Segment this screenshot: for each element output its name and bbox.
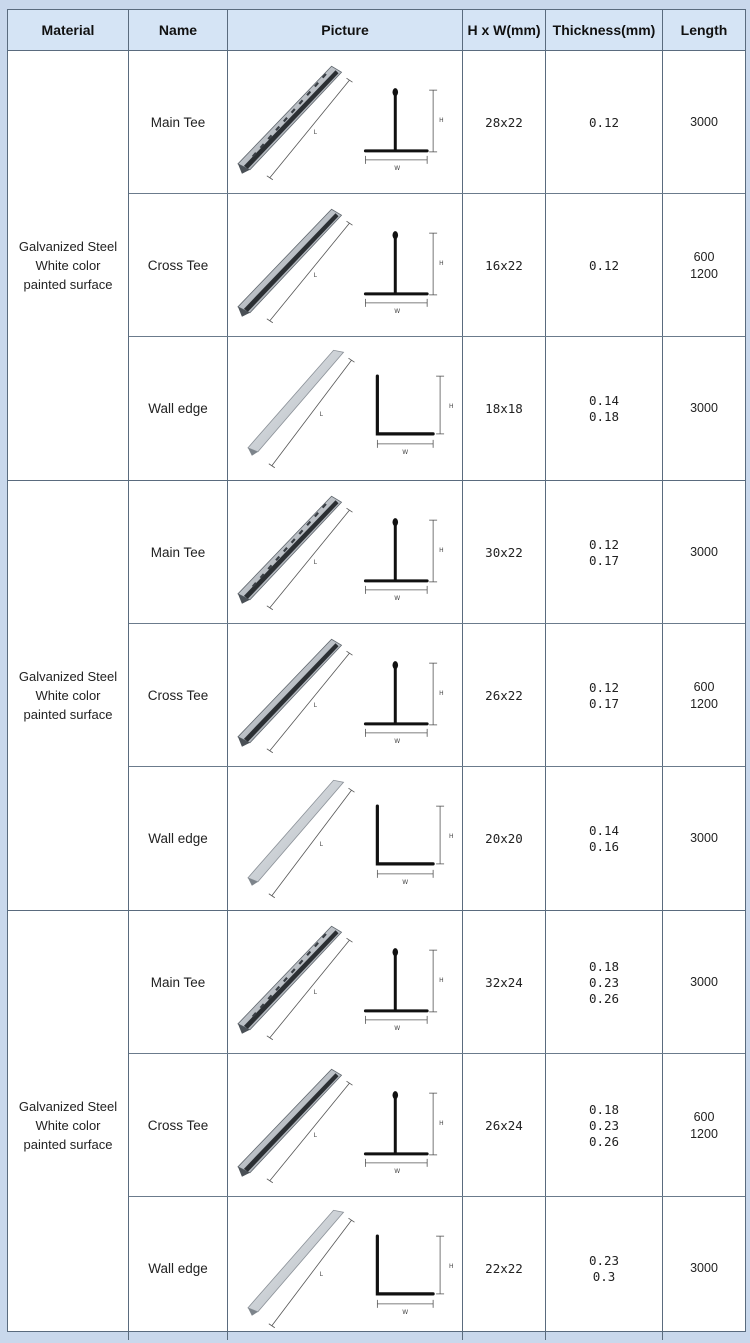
product-name: Wall edge [129,337,228,480]
svg-text:H: H [439,546,444,554]
hxw-value: 32x24 [463,911,546,1054]
product-name: Cross Tee [129,194,228,337]
table-header [8,10,745,51]
thickness-value: 0.14 0.16 [546,767,663,910]
svg-text:H: H [439,1119,444,1127]
thickness-value: 0.12 0.17 [546,481,663,624]
product-name: Cross Tee [129,624,228,767]
length-value: 3000 [690,831,718,845]
thickness-value: 0.14 0.18 [546,337,663,480]
table-row [129,1054,745,1197]
main-tee-drawing [228,912,462,1054]
svg-text:H: H [439,259,444,267]
svg-text:W: W [402,1308,409,1316]
length-value: 600 1200 [690,1109,718,1141]
hxw-value: 22x22 [463,1197,546,1340]
cross-tee-drawing [228,1055,462,1197]
wall-edge-drawing [228,1198,462,1340]
svg-text:L: L [313,701,317,709]
cross-tee-drawing [228,195,462,337]
length-value: 3000 [690,545,718,559]
spec-table [7,9,746,1332]
svg-text:L: L [313,1131,317,1139]
svg-text:W: W [394,164,401,172]
header-length: Length [680,22,728,38]
table-row [129,337,745,480]
product-name: Wall edge [129,1197,228,1340]
svg-text:W: W [394,737,401,745]
wall-edge-drawing [228,768,462,910]
material-cell: Galvanized Steel White color painted surface [8,481,129,910]
length-value: 600 1200 [690,679,718,711]
hxw-value: 26x22 [463,624,546,767]
header-picture: Picture [228,10,463,50]
thickness-value: 0.12 [546,51,663,194]
picture-cell [228,1054,463,1197]
table-row [129,194,745,337]
table-row [129,51,745,194]
material-cell: Galvanized Steel White color painted surface [8,911,129,1340]
picture-cell [228,767,463,910]
cross-tee-drawing [228,625,462,767]
table-row [129,767,745,910]
product-name: Main Tee [129,51,228,194]
length-value: 3000 [690,975,718,989]
picture-cell [228,624,463,767]
length-value: 3000 [690,401,718,415]
svg-text:L: L [313,271,317,279]
header-thickness: Thickness(mm) [546,10,663,50]
hxw-value: 30x22 [463,481,546,624]
thickness-value: 0.23 0.3 [546,1197,663,1340]
wall-edge-drawing [228,338,462,480]
thickness-value: 0.18 0.23 0.26 [546,911,663,1054]
svg-text:W: W [402,448,409,456]
main-tee-drawing [228,482,462,624]
picture-cell [228,51,463,194]
svg-text:L: L [313,128,317,136]
table-row [129,481,745,624]
svg-text:W: W [394,307,401,315]
svg-text:L: L [319,410,323,418]
header-material: Material [8,10,129,50]
header-hxw: H x W(mm) [463,10,546,50]
length-value: 600 1200 [690,249,718,281]
hxw-value: 20x20 [463,767,546,910]
table-row [129,1197,745,1340]
product-name: Main Tee [129,911,228,1054]
length-value: 3000 [690,115,718,129]
picture-cell [228,1197,463,1340]
length-value: 3000 [690,1261,718,1275]
header-name: Name [129,10,228,50]
svg-text:H: H [449,832,454,840]
svg-text:L: L [313,558,317,566]
table-row [129,624,745,767]
product-name: Main Tee [129,481,228,624]
svg-text:W: W [394,1024,401,1032]
hxw-value: 18x18 [463,337,546,480]
thickness-value: 0.12 [546,194,663,337]
product-name: Wall edge [129,767,228,910]
picture-cell [228,911,463,1054]
svg-text:W: W [402,878,409,886]
svg-text:W: W [394,1167,401,1175]
svg-text:L: L [319,1270,323,1278]
svg-text:L: L [319,840,323,848]
material-cell: Galvanized Steel White color painted surface [8,51,129,480]
hxw-value: 28x22 [463,51,546,194]
main-tee-drawing [228,52,462,194]
svg-text:L: L [313,988,317,996]
product-name: Cross Tee [129,1054,228,1197]
svg-text:H: H [449,1262,454,1270]
hxw-value: 26x24 [463,1054,546,1197]
svg-text:H: H [439,976,444,984]
table-row [129,911,745,1054]
hxw-value: 16x22 [463,194,546,337]
picture-cell [228,481,463,624]
svg-text:H: H [439,689,444,697]
svg-text:H: H [449,402,454,410]
thickness-value: 0.12 0.17 [546,624,663,767]
svg-text:W: W [394,594,401,602]
thickness-value: 0.18 0.23 0.26 [546,1054,663,1197]
picture-cell [228,337,463,480]
picture-cell [228,194,463,337]
svg-text:H: H [439,116,444,124]
